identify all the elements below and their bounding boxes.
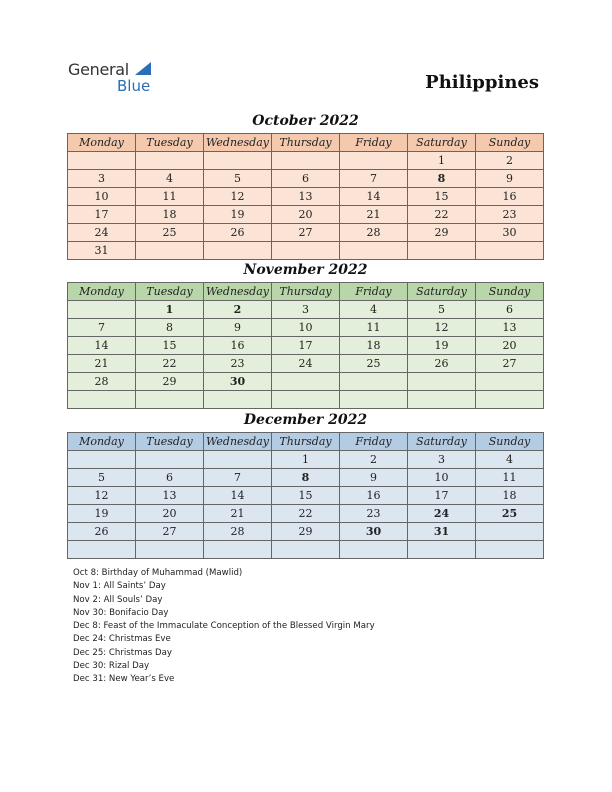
holiday-note: Nov 1: All Saints’ Day (73, 581, 166, 592)
weekday-header: Friday (340, 134, 408, 152)
week-row (68, 224, 544, 242)
day-cell: 24 (272, 355, 340, 373)
day-cell: 3 (408, 451, 476, 469)
day-cell: 19 (408, 337, 476, 355)
logo-triangle-icon (135, 62, 151, 75)
day-cell (204, 541, 272, 559)
day-cell (476, 541, 544, 559)
day-cell: 15 (408, 188, 476, 206)
day-cell: 26 (68, 523, 136, 541)
day-cell: 4 (136, 170, 204, 188)
day-cell: 5 (204, 170, 272, 188)
day-cell: 1 (136, 301, 204, 319)
weekday-header: Saturday (408, 134, 476, 152)
country-title: Philippines (425, 72, 539, 93)
holiday-notes (73, 567, 375, 687)
day-cell: 14 (68, 337, 136, 355)
day-cell: 23 (340, 505, 408, 523)
weekday-header: Saturday (408, 433, 476, 451)
weekday-header-row (68, 283, 544, 301)
weekday-header: Sunday (476, 433, 544, 451)
month-title-october: October 2022 (252, 113, 359, 129)
day-cell: 27 (476, 355, 544, 373)
week-row (68, 355, 544, 373)
day-cell: 10 (408, 469, 476, 487)
day-cell: 15 (272, 487, 340, 505)
holiday-note: Nov 2: All Souls’ Day (73, 594, 163, 605)
day-cell: 18 (136, 206, 204, 224)
day-cell: 19 (204, 206, 272, 224)
holiday-note: Dec 8: Feast of the Immaculate Conception of the Blessed Virgin Mary (73, 621, 375, 632)
day-cell: 6 (476, 301, 544, 319)
weekday-header: Tuesday (136, 283, 204, 301)
week-row (68, 373, 544, 391)
day-cell: 26 (408, 355, 476, 373)
week-row (68, 170, 544, 188)
weekday-header: Sunday (476, 283, 544, 301)
day-cell: 9 (476, 170, 544, 188)
day-cell (408, 373, 476, 391)
day-cell: 18 (340, 337, 408, 355)
day-cell (476, 391, 544, 409)
weekday-header-row (68, 134, 544, 152)
day-cell: 22 (272, 505, 340, 523)
day-cell (68, 391, 136, 409)
weekday-header: Tuesday (136, 433, 204, 451)
day-cell: 6 (272, 170, 340, 188)
day-cell: 28 (68, 373, 136, 391)
weekday-header-row (68, 433, 544, 451)
day-cell: 14 (340, 188, 408, 206)
day-cell: 12 (408, 319, 476, 337)
day-cell: 2 (340, 451, 408, 469)
day-cell (68, 301, 136, 319)
day-cell: 9 (340, 469, 408, 487)
day-cell (408, 242, 476, 260)
day-cell (68, 541, 136, 559)
day-cell (204, 242, 272, 260)
brand-logo (68, 60, 168, 96)
day-cell: 7 (68, 319, 136, 337)
day-cell: 16 (476, 188, 544, 206)
calendar-december (67, 432, 544, 559)
day-cell: 25 (136, 224, 204, 242)
holiday-note: Dec 31: New Year’s Eve (73, 674, 175, 685)
weekday-header: Friday (340, 433, 408, 451)
day-cell: 27 (272, 224, 340, 242)
weekday-header: Thursday (272, 433, 340, 451)
day-cell: 29 (272, 523, 340, 541)
day-cell: 11 (340, 319, 408, 337)
day-cell (340, 152, 408, 170)
day-cell: 11 (136, 188, 204, 206)
day-cell: 18 (476, 487, 544, 505)
day-cell: 12 (68, 487, 136, 505)
day-cell: 8 (272, 469, 340, 487)
day-cell: 16 (204, 337, 272, 355)
day-cell: 7 (204, 469, 272, 487)
day-cell: 24 (68, 224, 136, 242)
calendar-november (67, 282, 544, 409)
day-cell (68, 451, 136, 469)
day-cell: 2 (204, 301, 272, 319)
weekday-header: Wednesday (204, 134, 272, 152)
week-row (68, 337, 544, 355)
day-cell: 30 (204, 373, 272, 391)
day-cell: 27 (136, 523, 204, 541)
day-cell: 31 (408, 523, 476, 541)
weekday-header: Wednesday (204, 283, 272, 301)
day-cell: 17 (272, 337, 340, 355)
weekday-header: Wednesday (204, 433, 272, 451)
day-cell: 20 (136, 505, 204, 523)
day-cell (136, 391, 204, 409)
day-cell: 20 (272, 206, 340, 224)
day-cell: 30 (340, 523, 408, 541)
day-cell: 2 (476, 152, 544, 170)
week-row (68, 391, 544, 409)
day-cell (204, 152, 272, 170)
day-cell: 6 (136, 469, 204, 487)
weekday-header: Monday (68, 283, 136, 301)
day-cell (136, 541, 204, 559)
day-cell: 7 (340, 170, 408, 188)
week-row (68, 523, 544, 541)
day-cell: 10 (68, 188, 136, 206)
calendar-october (67, 133, 544, 260)
week-row (68, 319, 544, 337)
day-cell (136, 451, 204, 469)
week-row (68, 206, 544, 224)
day-cell (408, 391, 476, 409)
day-cell (476, 242, 544, 260)
day-cell (136, 242, 204, 260)
day-cell: 31 (68, 242, 136, 260)
day-cell (408, 541, 476, 559)
day-cell (272, 391, 340, 409)
week-row (68, 242, 544, 260)
day-cell (204, 451, 272, 469)
day-cell: 3 (272, 301, 340, 319)
day-cell (340, 242, 408, 260)
week-row (68, 188, 544, 206)
day-cell: 17 (408, 487, 476, 505)
logo-text-blue: Blue (117, 77, 151, 95)
day-cell: 13 (272, 188, 340, 206)
day-cell (340, 541, 408, 559)
month-title-november: November 2022 (243, 262, 368, 278)
day-cell: 28 (340, 224, 408, 242)
day-cell: 5 (408, 301, 476, 319)
day-cell (68, 152, 136, 170)
day-cell: 13 (136, 487, 204, 505)
day-cell (272, 242, 340, 260)
week-row (68, 451, 544, 469)
day-cell: 21 (340, 206, 408, 224)
day-cell: 25 (340, 355, 408, 373)
weekday-header: Thursday (272, 134, 340, 152)
day-cell: 25 (476, 505, 544, 523)
holiday-note: Nov 30: Bonifacio Day (73, 607, 169, 618)
day-cell: 5 (68, 469, 136, 487)
day-cell: 12 (204, 188, 272, 206)
day-cell: 21 (68, 355, 136, 373)
logo-text-general: General (68, 60, 129, 79)
month-title-december: December 2022 (243, 412, 368, 428)
day-cell (204, 391, 272, 409)
week-row (68, 541, 544, 559)
week-row (68, 469, 544, 487)
day-cell: 19 (68, 505, 136, 523)
day-cell (476, 373, 544, 391)
day-cell (340, 373, 408, 391)
day-cell: 23 (476, 206, 544, 224)
day-cell: 10 (272, 319, 340, 337)
weekday-header: Saturday (408, 283, 476, 301)
day-cell: 24 (408, 505, 476, 523)
week-row (68, 487, 544, 505)
weekday-header: Thursday (272, 283, 340, 301)
day-cell (136, 152, 204, 170)
day-cell: 26 (204, 224, 272, 242)
day-cell: 3 (68, 170, 136, 188)
day-cell: 16 (340, 487, 408, 505)
week-row (68, 301, 544, 319)
week-row (68, 505, 544, 523)
day-cell: 4 (476, 451, 544, 469)
holiday-note: Dec 25: Christmas Day (73, 647, 172, 658)
day-cell (340, 391, 408, 409)
weekday-header: Monday (68, 134, 136, 152)
weekday-header: Monday (68, 433, 136, 451)
day-cell: 4 (340, 301, 408, 319)
holiday-note: Dec 30: Rizal Day (73, 661, 150, 672)
day-cell: 22 (408, 206, 476, 224)
week-row (68, 152, 544, 170)
weekday-header: Friday (340, 283, 408, 301)
day-cell: 1 (408, 152, 476, 170)
day-cell: 21 (204, 505, 272, 523)
holiday-note: Dec 24: Christmas Eve (73, 634, 171, 645)
day-cell: 1 (272, 451, 340, 469)
day-cell (476, 523, 544, 541)
holiday-note: Oct 8: Birthday of Muhammad (Mawlid) (73, 568, 243, 578)
day-cell: 22 (136, 355, 204, 373)
day-cell: 23 (204, 355, 272, 373)
day-cell: 20 (476, 337, 544, 355)
day-cell (272, 373, 340, 391)
day-cell: 28 (204, 523, 272, 541)
day-cell (272, 152, 340, 170)
day-cell: 9 (204, 319, 272, 337)
day-cell: 11 (476, 469, 544, 487)
weekday-header: Tuesday (136, 134, 204, 152)
day-cell: 8 (136, 319, 204, 337)
day-cell: 13 (476, 319, 544, 337)
day-cell: 29 (408, 224, 476, 242)
day-cell: 29 (136, 373, 204, 391)
day-cell: 8 (408, 170, 476, 188)
weekday-header: Sunday (476, 134, 544, 152)
day-cell: 14 (204, 487, 272, 505)
day-cell: 17 (68, 206, 136, 224)
day-cell: 30 (476, 224, 544, 242)
day-cell: 15 (136, 337, 204, 355)
day-cell (272, 541, 340, 559)
